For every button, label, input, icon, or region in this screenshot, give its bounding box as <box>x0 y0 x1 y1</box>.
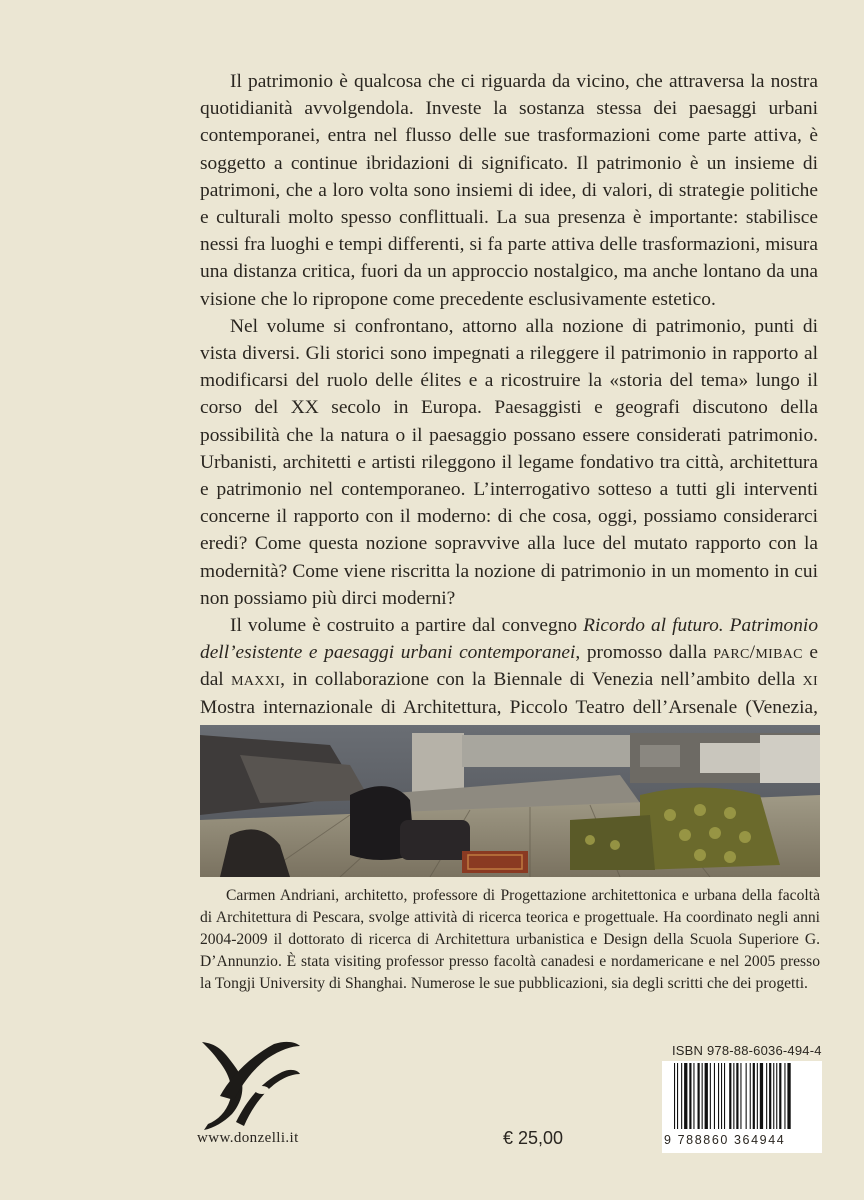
price: € 25,00 <box>503 1128 564 1148</box>
donzelli-logo <box>196 1038 306 1133</box>
publisher-url: www.donzelli.it <box>197 1130 299 1146</box>
para3-text-c: e dal <box>200 642 818 691</box>
barcode-bars <box>662 1061 822 1133</box>
blurb-paragraph-1: Il patrimonio è qualcosa che ci riguarda da vicino, che attraversa la nostra quotidianità avvolgendola. Investe la sostanza stessa dei paesaggi urbani contemporanei, entra nel flusso delle sue trasformazioni come parte attiva, è soggetto a continue ibridazioni di significato. Il patrimonio è un insieme di patrimoni, che a loro volta sono insiemi di idee, di valori, di strategie politiche e culturali molto spesso conflittuali. La sua presenza è importante: stabilisce nessi fra luoghi e tempi differenti, si fa parte attiva delle trasformazioni, misura una distanza critica, fuori da un approccio nostalgico, ma anche lontano da una visione che lo ripropone come precedente esclusivamente estetico. <box>200 71 818 310</box>
blurb-paragraph-2: Nel volume si confrontano, attorno alla nozione di patrimonio, punti di vista diversi. Gli storici sono impegnati a rileggere il patrimonio in rapporto al modificarsi del ruolo delle élites e a ricostruire la «storia del tema» lungo il corso del XX secolo in Europa. Paesaggisti e geografi discutono della possibilità che la natura o il paesaggio possano essere considerati patrimonio. Urbanisti, architetti e artisti rileggono il legame fondativo tra città, architettura e patrimonio nel contemporaneo. L’interrogativo sotteso a tutti gli interventi concerne il rapporto con il moderno: di che cosa, oggi, possiamo considerarci eredi? Come questa nozione sopravvive alla luce del mutato rapporto con la modernità? Come viene riscritta la nozione di patrimonio in un momento in cui non possiamo più dirci moderni? <box>200 315 818 609</box>
rooftop-photo <box>200 725 820 877</box>
isbn: ISBN 978-88-6036-494-4 <box>672 1043 822 1058</box>
para3-text-b: , promosso dalla <box>575 642 714 664</box>
conference-title: Ricordo al futuro. Patrimonio dell’esistente e paesaggi urbani contemporanei <box>200 615 819 664</box>
author-bio-text: Carmen Andriani, architetto, professore di Progettazione architettonica e urbana della facoltà di Architettura di Pescara, svolge attività di ricerca teorica e progettuale. Ha coordinato negli anni 2004-2009 il dottorato di ricerca di Architettura urbanistica e Design della Scuola Superiore G. D’Annunzio. È stata visiting professor presso facoltà canadesi e nordamericane e nel 2005 presso la Tongji University di Shanghai. Numerose le sue pubblicazioni, sia degli scritti che dei progetti. <box>200 887 820 992</box>
para3-text-d: , in collaborazione con la Biennale di Venezia nell’ambito della <box>280 669 803 691</box>
parc-mibac-label: parc/mibac <box>713 642 803 664</box>
para3-text-a: Il volume è costruito a partire dal convegno <box>230 615 584 637</box>
barcode-digits: 9 788860 364944 <box>664 1133 820 1147</box>
maxxi-label: maxxi <box>231 669 281 691</box>
para3-text-e: Mostra internazionale di Architettura, Piccolo Teatro dell’Arsenale (Venezia, <box>200 696 818 718</box>
blurb-text <box>200 68 818 748</box>
author-bio <box>200 885 820 995</box>
xi-label: xi <box>802 669 819 691</box>
